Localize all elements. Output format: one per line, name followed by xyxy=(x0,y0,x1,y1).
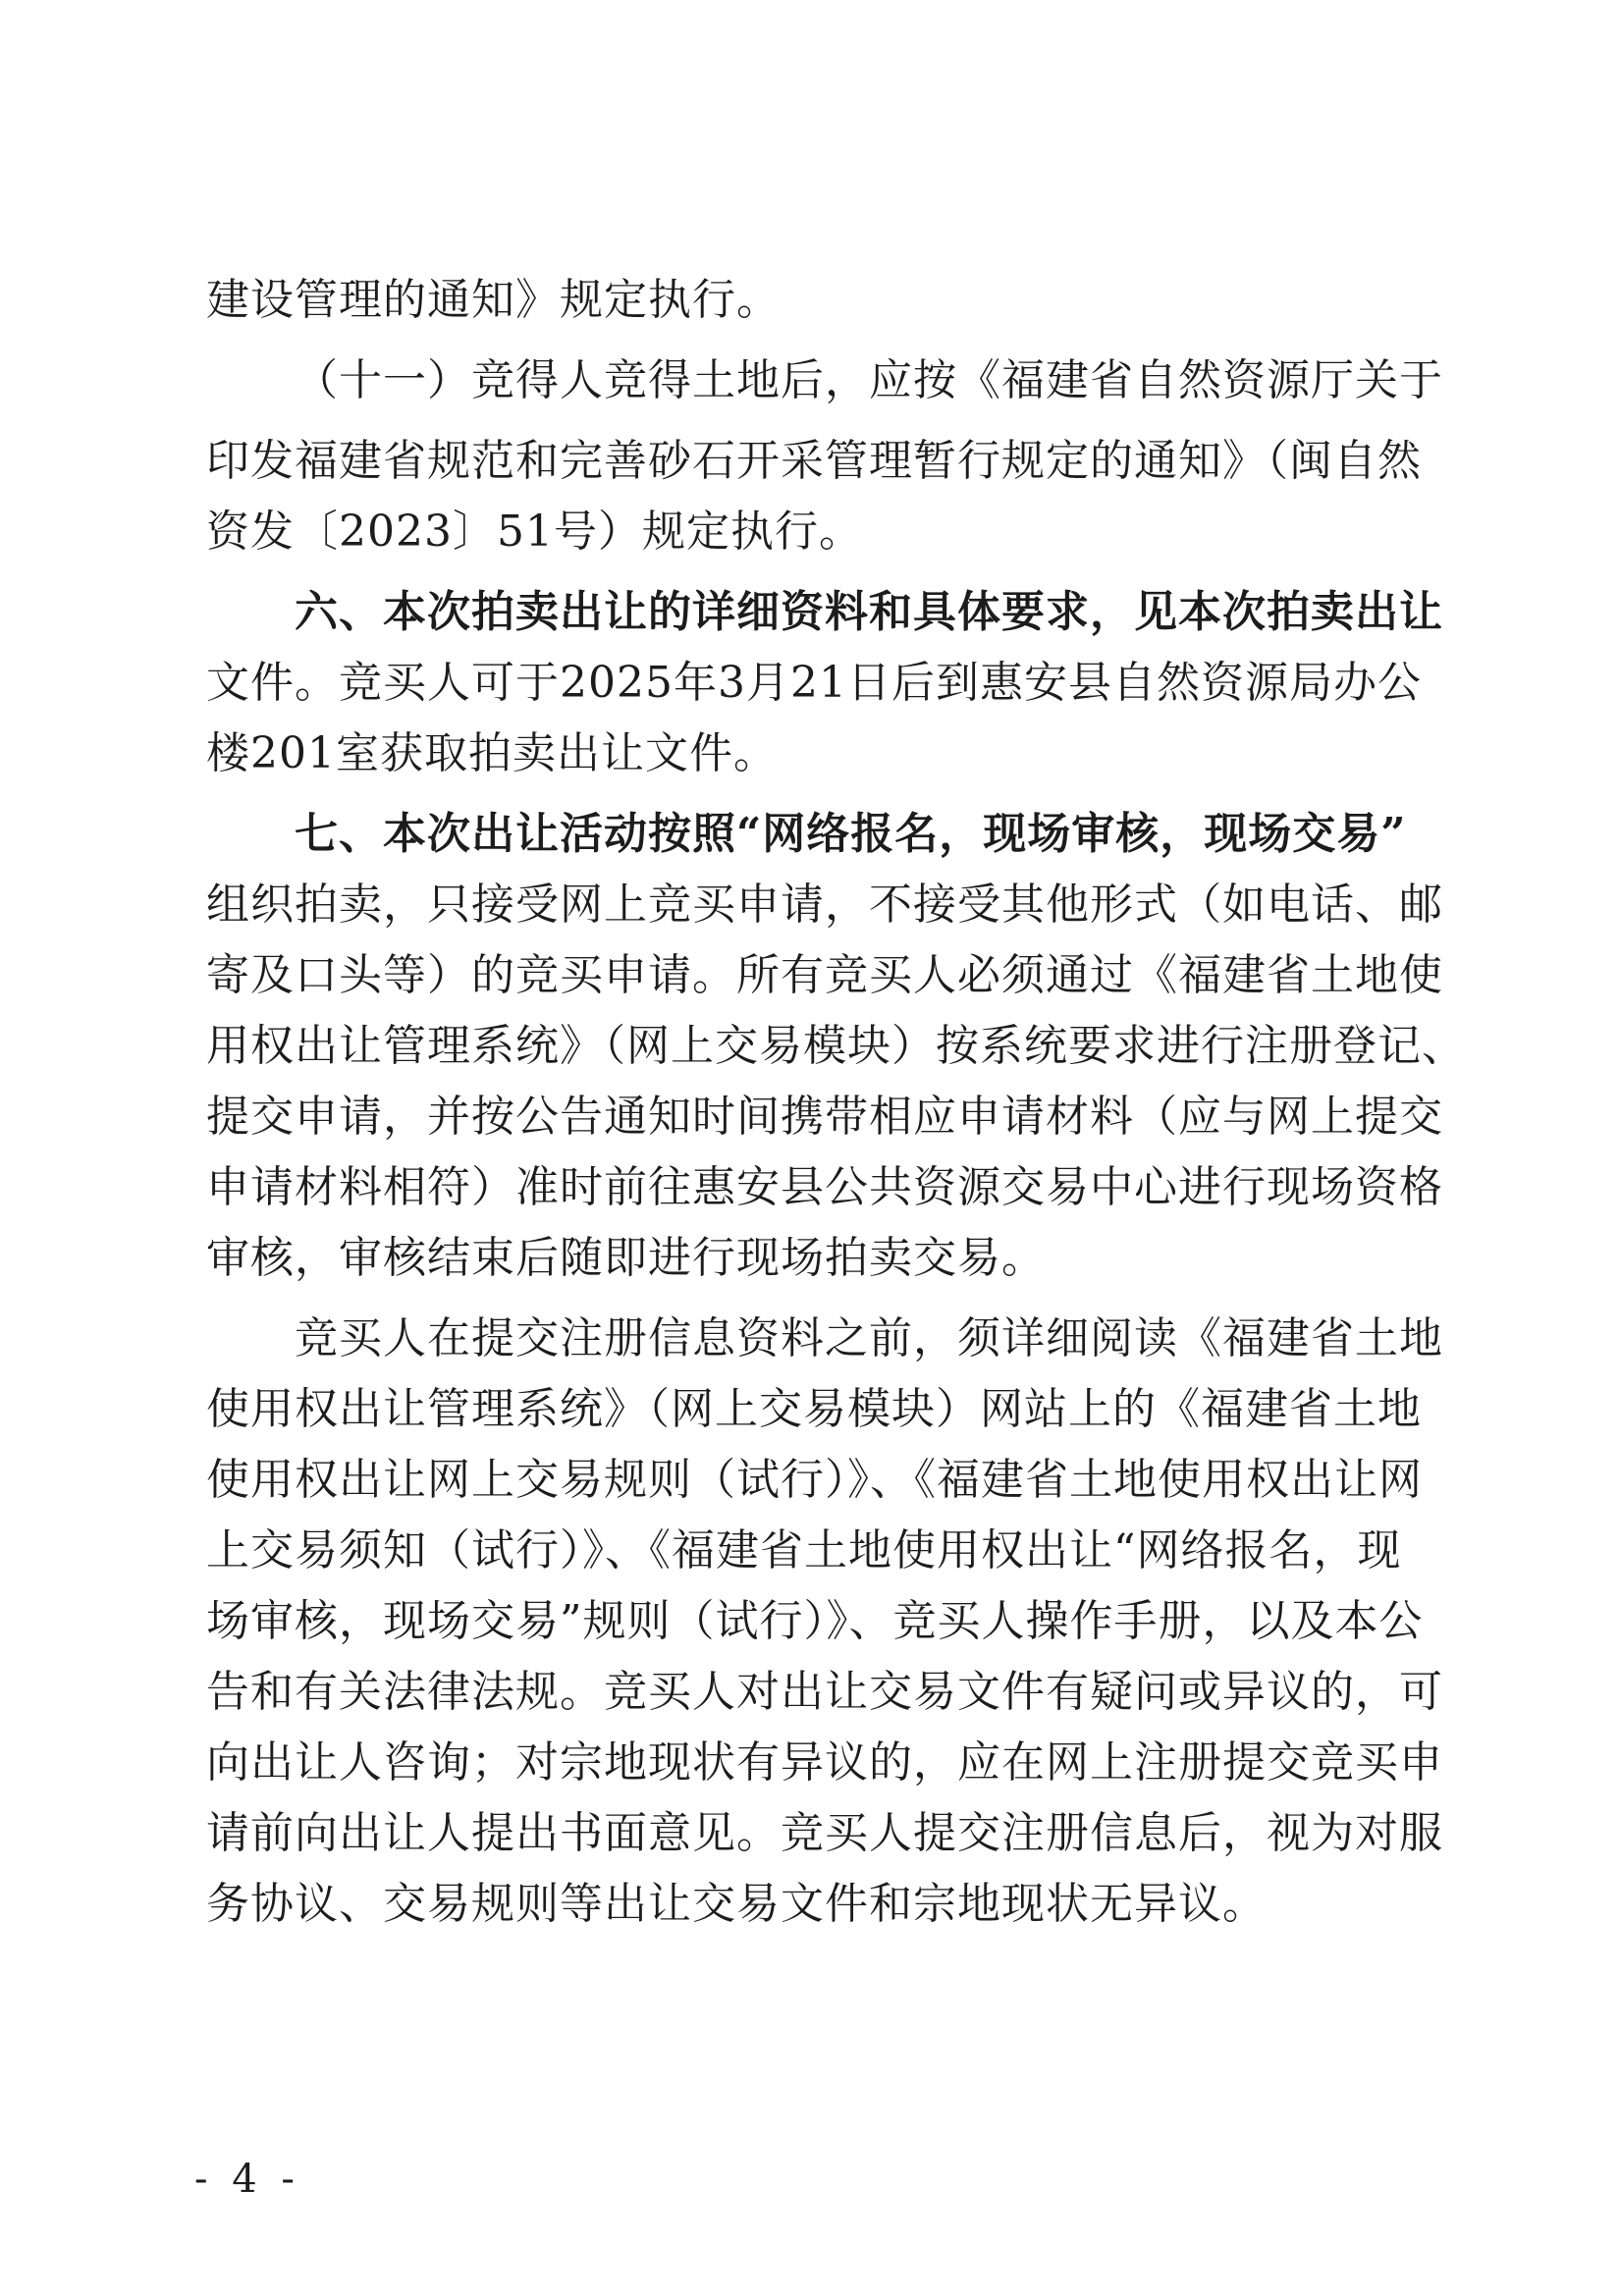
text-line: 寄及口头等）的竞买申请。所有竞买人必须通过《福建省土地使 xyxy=(206,950,1443,1000)
text-line: 向出让人咨询；对宗地现状有异议的，应在网上注册提交竞买申 xyxy=(206,1737,1443,1788)
text-line: 用权出让管理系统》（网上交易模块）按系统要求进行注册登记、 xyxy=(206,1021,1466,1071)
text-line: （十一）竞得人竞得土地后，应按《福建省自然资源厅关于 xyxy=(295,355,1443,405)
text-line: 使用权出让管理系统》（网上交易模块）网站上的《福建省土地 xyxy=(206,1384,1422,1434)
text-line: 申请材料相符）准时前往惠安县公共资源交易中心进行现场资格 xyxy=(206,1162,1443,1212)
text-line: 印发福建省规范和完善砂石开采管理暂行规定的通知》（闽自然 xyxy=(206,436,1422,486)
text-line: 告和有关法律法规。竞买人对出让交易文件有疑问或异议的，可 xyxy=(206,1667,1443,1717)
text-line: 提交申请，并按公告通知时间携带相应申请材料（应与网上提交 xyxy=(206,1092,1443,1142)
text-line: 七、本次出让活动按照“网络报名，现场审核，现场交易” xyxy=(295,809,1407,859)
text-line: 场审核，现场交易”规则（试行）》、竞买人操作手册，以及本公 xyxy=(206,1596,1424,1646)
text-line: 六、本次拍卖出让的详细资料和具体要求，见本次拍卖出让 xyxy=(295,587,1443,637)
page-number: - 4 - xyxy=(194,2157,300,2202)
text-line: 文件。竞买人可于2025年3月21日后到惠安县自然资源局办公 xyxy=(206,658,1422,708)
text-line: 资发〔2023〕51号）规定执行。 xyxy=(206,507,863,557)
text-line: 组织拍卖，只接受网上竞买申请，不接受其他形式（如电话、邮 xyxy=(206,880,1443,930)
text-line: 上交易须知（试行）》、《福建省土地使用权出让“网络报名，现 xyxy=(206,1525,1402,1575)
text-line: 楼201室获取拍卖出让文件。 xyxy=(206,728,778,778)
text-line: 请前向出让人提出书面意见。竞买人提交注册信息后，视为对服 xyxy=(206,1808,1443,1858)
text-line: 使用权出让网上交易规则（试行）》、《福建省土地使用权出让网 xyxy=(206,1455,1423,1505)
text-line: 审核，审核结束后随即进行现场拍卖交易。 xyxy=(206,1233,1046,1283)
text-line: 竞买人在提交注册信息资料之前，须详细阅读《福建省土地 xyxy=(295,1313,1443,1363)
text-line: 务协议、交易规则等出让交易文件和宗地现状无异议。 xyxy=(206,1879,1267,1929)
text-line: 建设管理的通知》规定执行。 xyxy=(206,275,781,325)
